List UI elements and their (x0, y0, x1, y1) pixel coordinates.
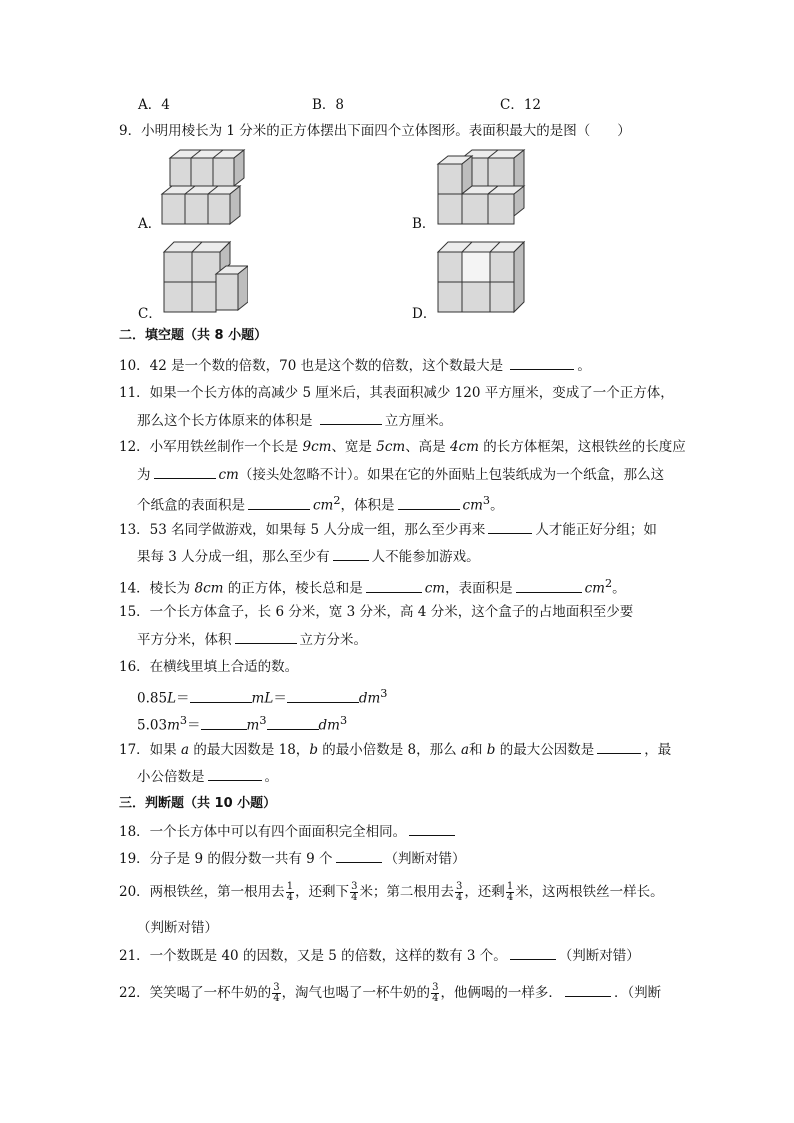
q14-blank-2[interactable] (516, 578, 582, 593)
q17-blank-1[interactable] (597, 739, 641, 754)
section-3-title: 三．判断题（共 10 小题） (119, 796, 277, 811)
q15-line1: 15．一个长方体盒子，长 6 分米，宽 3 分米，高 4 分米，这个盒子的占地面积至少要 (119, 604, 634, 620)
q16-row1: $0.85L= mL= dm^3$ (137, 687, 388, 707)
q18-blank[interactable] (409, 821, 455, 836)
q18: 18．一个长方体中可以有四个面面积完全相同。 (119, 821, 458, 842)
q13-line1: 13．53 名同学做游戏，如果每 5 人分成一组，那么至少再来 人才能正好分组；如 (119, 519, 657, 540)
q21-blank[interactable] (510, 945, 556, 960)
q19-blank[interactable] (336, 848, 382, 863)
q9-figure-b (432, 148, 532, 228)
q8-option-b: B．8 (312, 97, 345, 113)
q11-line1: 11．如果一个长方体的高减少 5 厘米后，其表面积减少 120 平方厘米，变成了一个正方体， (119, 385, 674, 401)
q16-blank-3[interactable] (201, 715, 247, 730)
q10: 10．42 是一个数的倍数，70 也是这个数的倍数，这个数最大是 。 (119, 355, 591, 376)
q14: 14．棱长为 8cm 的正方体，棱长总和是 cm，表面积是 $cm^2$。 (119, 577, 626, 597)
q12-line2: 为 cm（接头处忽略不计）。如果在它的外面贴上包装纸成为一个纸盒，那么这 (137, 464, 664, 485)
q9-figure-a (158, 148, 248, 228)
q12-line1: 12．小军用铁丝制作一个长是 9cm、宽是 5cm、高是 4cm 的长方体框架，这根铁丝的长度应 (119, 439, 686, 455)
q11-blank[interactable] (320, 410, 382, 425)
q15-blank[interactable] (235, 629, 297, 644)
q8-option-c: C．12 (500, 97, 542, 113)
q16-blank-4[interactable] (267, 715, 319, 730)
q9-figure-d (432, 238, 532, 318)
q9-question: 9．小明用棱长为 1 分米的正方体摆出下面四个立体图形。表面积最大的是图（ ） (119, 123, 631, 139)
q9-figure-c (158, 238, 248, 318)
q16-row2: $5.03m^3= m^3$ $dm^3$ (137, 714, 348, 734)
q15-line2: 平方分米，体积 立方分米。 (137, 629, 367, 650)
q8-option-a: A．4 (138, 97, 170, 113)
fraction: $\frac{1}{4}$ (506, 881, 514, 903)
q12-blank-area[interactable] (248, 495, 310, 510)
q22: 22．笑笑喝了一杯牛奶的 $\frac{3}{4}$ ，淘气也喝了一杯牛奶的 $\frac{3}{4}$ ，他俩喝的一样多． ．（判断 (119, 982, 662, 1004)
q17-line1: 17．如果 a 的最大因数是 18，b 的最小倍数是 8，那么 a和 b 的最大公因数是 ，最 (119, 739, 671, 760)
q13-line2: 果每 3 人分成一组，那么至少有 人不能参加游戏。 (137, 546, 480, 567)
q9-label-a: A． (138, 216, 162, 232)
q12-line3: 个纸盒的表面积是 $cm^2$，体积是 $cm^3$。 (137, 494, 504, 514)
q16-text: 16．在横线里填上合适的数。 (119, 659, 299, 675)
q20-line2: （判断对错） (137, 920, 218, 936)
fraction: $\frac{3}{4}$ (273, 982, 280, 1004)
q14-blank-1[interactable] (366, 578, 422, 593)
fraction: $\frac{3}{4}$ (432, 982, 439, 1004)
q11-line2: 那么这个长方体原来的体积是 立方厘米。 (137, 410, 452, 431)
q13-blank-1[interactable] (488, 519, 532, 534)
q12-blank-length[interactable] (154, 464, 216, 479)
q13-blank-2[interactable] (333, 546, 369, 561)
q21: 21．一个数既是 40 的因数，又是 5 的倍数，这样的数有 3 个。 （判断对错） (119, 945, 640, 966)
q16-blank-1[interactable] (190, 688, 252, 703)
q20-line1: 20．两根铁丝，第一根用去 $\frac{1}{4}$ ，还剩下 $\frac{3}{4}$ 米；第二根用去 $\frac{3}{4}$ ，还剩 $\frac{1}{4}$ 米，这两根铁丝一样长。 (119, 881, 664, 903)
q17-blank-2[interactable] (208, 766, 262, 781)
q17-line2: 小公倍数是 。 (137, 766, 278, 787)
q19: 19．分子是 9 的假分数一共有 9 个 （判断对错） (119, 848, 466, 869)
q12-blank-volume[interactable] (398, 495, 460, 510)
fraction: $\frac{3}{4}$ (455, 881, 463, 903)
q10-blank[interactable] (510, 355, 574, 370)
q9-label-b: B． (412, 216, 436, 232)
fraction: $\frac{3}{4}$ (351, 881, 358, 903)
section-2-title: 二．填空题（共 8 小题） (119, 328, 268, 343)
q22-blank[interactable] (565, 982, 611, 997)
q9-label-c: C． (138, 306, 162, 322)
q16-blank-2[interactable] (287, 688, 359, 703)
fraction: $\frac{1}{4}$ (286, 881, 294, 903)
q9-label-d: D． (412, 306, 437, 322)
